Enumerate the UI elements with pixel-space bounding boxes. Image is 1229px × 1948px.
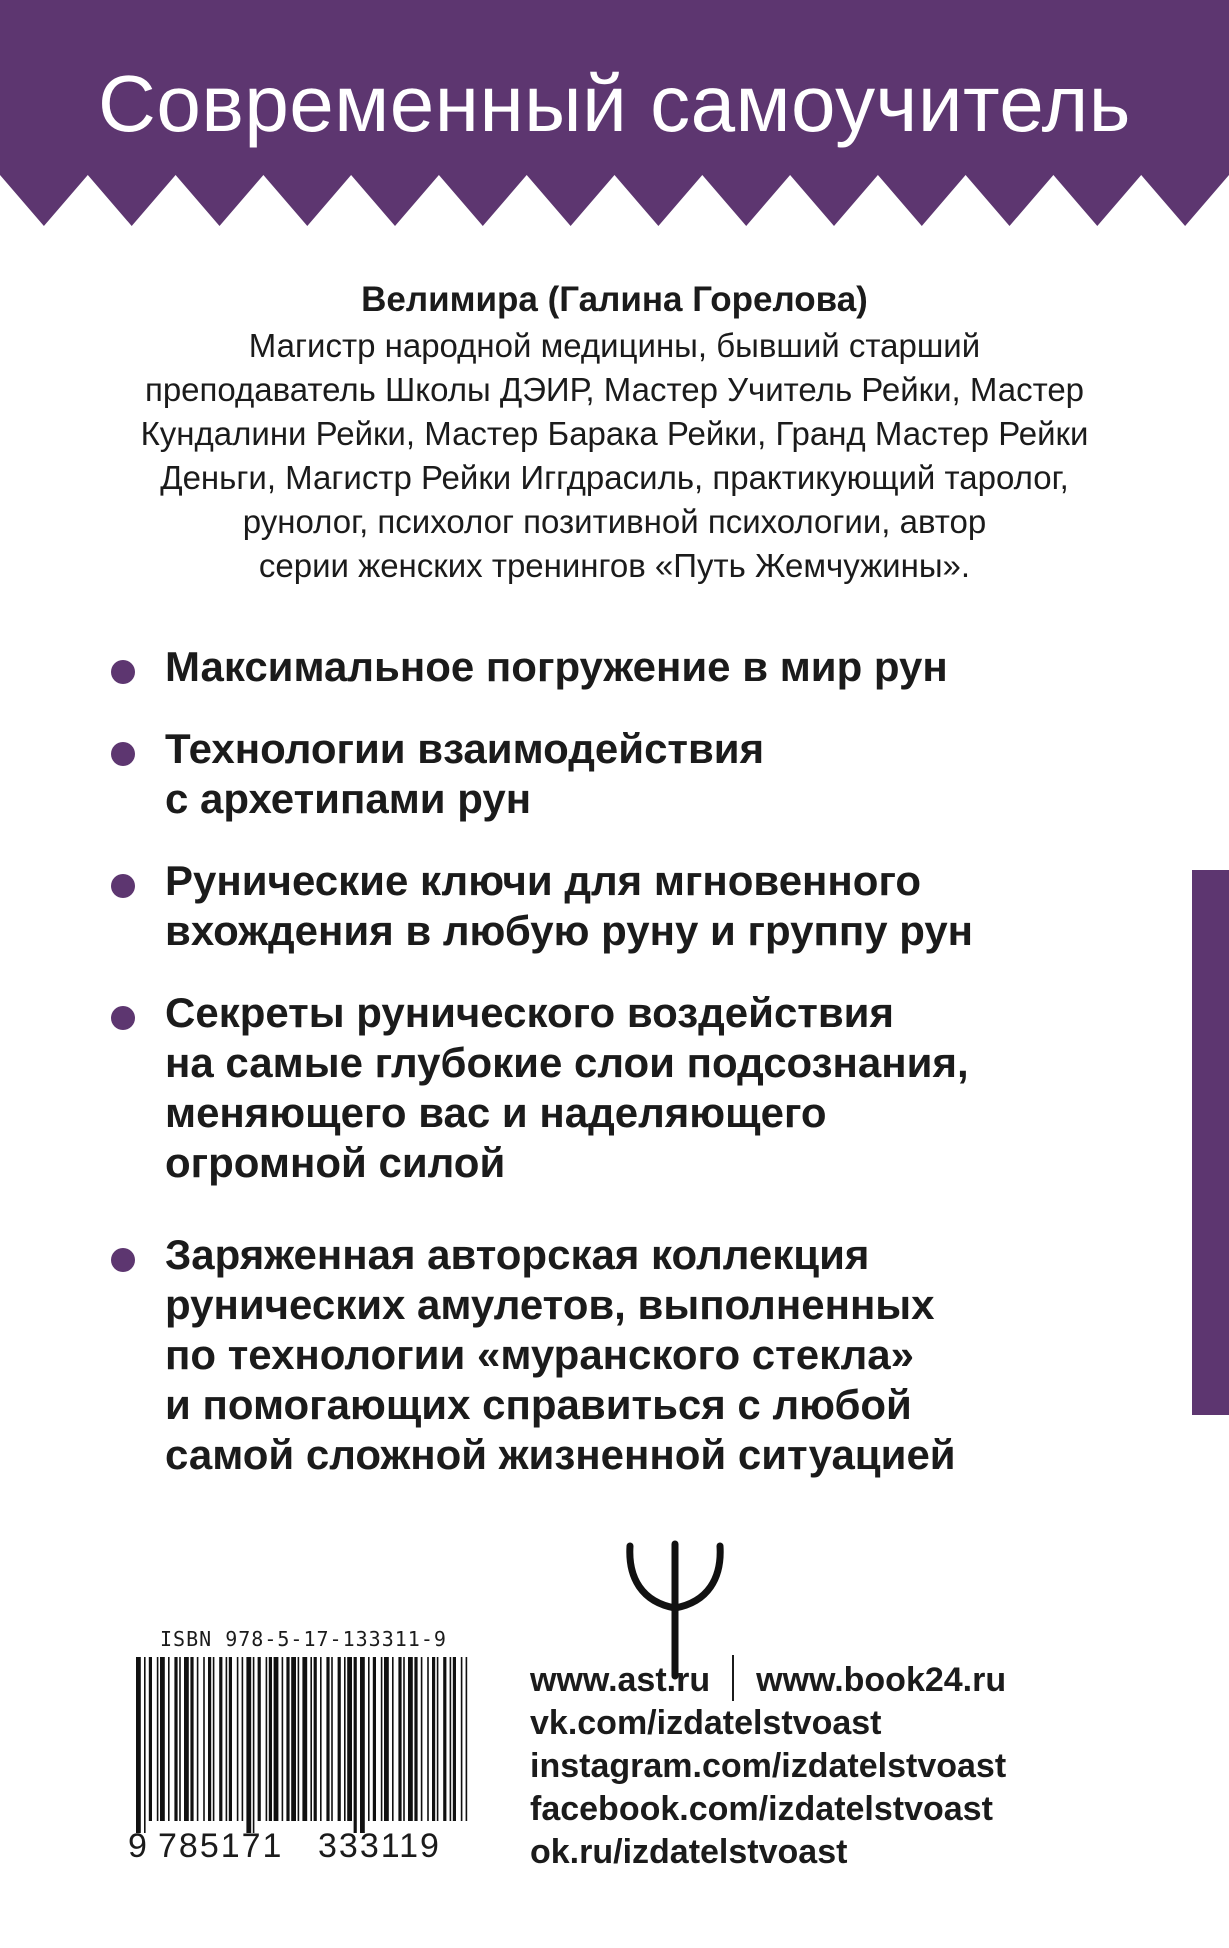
barcode-bar	[461, 1657, 463, 1821]
feature-line: Секреты рунического воздействия	[165, 989, 895, 1036]
feature-line: самой сложной жизненной ситуацией	[165, 1431, 956, 1478]
barcode-bar	[157, 1657, 159, 1821]
author-section	[0, 278, 1229, 588]
author-bio-line: преподаватель Школы ДЭИР, Мастер Учитель Рейки, Мастер	[144, 371, 1085, 408]
link-book24[interactable]: www.book24.ru	[756, 1661, 1007, 1699]
barcode-bar	[144, 1657, 146, 1833]
barcode-bar	[408, 1657, 413, 1821]
barcode-bar	[354, 1657, 357, 1833]
barcode-bar	[242, 1657, 244, 1821]
feature-item	[105, 988, 1125, 1188]
barcode-bar	[373, 1657, 376, 1821]
barcode-bar	[219, 1657, 222, 1821]
link-instagram[interactable]: instagram.com/izdatelstvoast	[530, 1747, 1007, 1785]
author-bio-line: Кундалини Рейки, Мастер Барака Рейки, Гранд Мастер Рейки	[140, 415, 1089, 452]
isbn-text: ISBN 978-5-17-133311-9	[160, 1627, 447, 1651]
barcode-bar	[197, 1657, 199, 1821]
barcode-bar	[453, 1657, 456, 1821]
author-bio-line: Деньги, Магистр Рейки Иггдрасиль, практикующий таролог,	[160, 459, 1069, 496]
barcode-bar	[384, 1657, 389, 1821]
barcode-bar	[213, 1657, 215, 1821]
barcode-bar	[149, 1657, 152, 1821]
author-bio	[0, 324, 1229, 588]
barcode-bar	[347, 1657, 352, 1821]
ean-left-digits: 785171	[158, 1827, 284, 1865]
header-banner	[0, 0, 1229, 230]
barcode-bar	[326, 1657, 329, 1821]
barcode-bar	[338, 1657, 341, 1821]
barcode-bar	[298, 1657, 300, 1821]
barcode-bar	[310, 1657, 312, 1821]
barcode-bar	[368, 1657, 370, 1821]
barcode-bar	[136, 1657, 141, 1833]
feature-line: меняющего вас и наделяющего	[165, 1089, 827, 1136]
barcode-bar	[331, 1657, 333, 1821]
barcode-bar	[291, 1657, 296, 1821]
barcode-bar	[421, 1657, 423, 1821]
barcode-bar	[466, 1657, 468, 1821]
barcode-bar	[229, 1657, 232, 1821]
barcode-bar	[443, 1657, 446, 1821]
link-ok[interactable]: ok.ru/izdatelstvoast	[530, 1833, 848, 1871]
barcode-bar	[179, 1657, 181, 1821]
author-name: Велимира (Галина Горелова)	[361, 280, 868, 319]
barcode-bar	[203, 1657, 205, 1821]
ean-first-digit: 9	[128, 1827, 147, 1865]
feature-item	[105, 856, 1125, 956]
ean-right-digits: 333119	[318, 1827, 441, 1865]
feature-line: с архетипами рун	[165, 775, 532, 822]
side-tab-decoration	[1192, 870, 1229, 1415]
barcode-bar	[168, 1657, 170, 1821]
links-row-sites	[530, 1655, 1190, 1702]
bullet-icon	[111, 742, 135, 766]
bullet-icon	[111, 874, 135, 898]
barcode-bar	[392, 1657, 394, 1821]
publisher-links	[530, 1655, 1190, 1874]
feature-line: по технологии «муранского стекла»	[165, 1331, 915, 1378]
barcode-bar	[314, 1657, 317, 1821]
link-ast[interactable]: www.ast.ru	[530, 1661, 711, 1699]
feature-list	[105, 642, 1125, 1512]
barcode-bar	[246, 1657, 251, 1833]
bullet-icon	[111, 660, 135, 684]
links-separator	[732, 1655, 734, 1701]
barcode-bar	[258, 1657, 261, 1821]
author-bio-line: рунолог, психолог позитивной психологии, автор	[242, 503, 987, 540]
feature-line: и помогающих справиться с любой	[165, 1381, 912, 1428]
barcode-bar	[403, 1657, 405, 1821]
barcode-bar	[274, 1657, 279, 1821]
barcode-bar	[414, 1657, 417, 1821]
barcode-bar	[432, 1657, 435, 1821]
feature-line: Заряженная авторская коллекция	[165, 1231, 870, 1278]
feature-line: Рунические ключи для мгновенного	[165, 857, 922, 904]
bullet-icon	[111, 1248, 135, 1272]
barcode-bar	[286, 1657, 289, 1821]
barcode-bar	[208, 1657, 211, 1821]
barcode-bar	[160, 1657, 165, 1821]
barcode-block	[128, 1627, 470, 1867]
feature-item	[105, 724, 1125, 824]
barcode-bar	[302, 1657, 307, 1821]
barcode-bar	[269, 1657, 272, 1821]
link-facebook[interactable]: facebook.com/izdatelstvoast	[530, 1790, 993, 1828]
barcode-bar	[320, 1657, 322, 1821]
barcode-bar	[282, 1657, 284, 1821]
barcode-bar	[450, 1657, 452, 1821]
barcode-bar	[190, 1657, 193, 1821]
barcode-bar	[226, 1657, 228, 1821]
barcode-bar	[381, 1657, 383, 1821]
barcode-image	[128, 1657, 470, 1833]
series-title: Современный самоучитель	[98, 59, 1131, 148]
link-vk[interactable]: vk.com/izdatelstvoast	[530, 1704, 882, 1742]
feature-line: Максимальное погружение в мир рун	[165, 643, 948, 690]
bullet-icon	[111, 1006, 135, 1030]
barcode-bar	[174, 1657, 177, 1821]
feature-line: рунических амулетов, выполненных	[165, 1281, 935, 1328]
barcode-bar	[184, 1657, 189, 1821]
feature-line: огромной силой	[165, 1139, 506, 1186]
barcode-bar	[398, 1657, 401, 1821]
barcode-bar	[266, 1657, 268, 1821]
feature-line: вхождения в любую руну и группу рун	[165, 907, 974, 954]
barcode-bar	[344, 1657, 346, 1821]
barcode-bar	[253, 1657, 255, 1833]
feature-line: на самые глубокие слои подсознания,	[165, 1039, 969, 1086]
feature-item	[105, 642, 1125, 692]
feature-item	[105, 1230, 1125, 1480]
barcode-bar	[437, 1657, 439, 1821]
barcode-bar	[237, 1657, 239, 1821]
feature-line: Технологии взаимодействия	[165, 725, 765, 772]
barcode-bar	[427, 1657, 429, 1821]
author-bio-line: серии женских тренингов «Путь Жемчужины».	[258, 547, 971, 584]
barcode-bar	[360, 1657, 365, 1833]
author-bio-line: Магистр народной медицины, бывший старший	[248, 327, 981, 364]
